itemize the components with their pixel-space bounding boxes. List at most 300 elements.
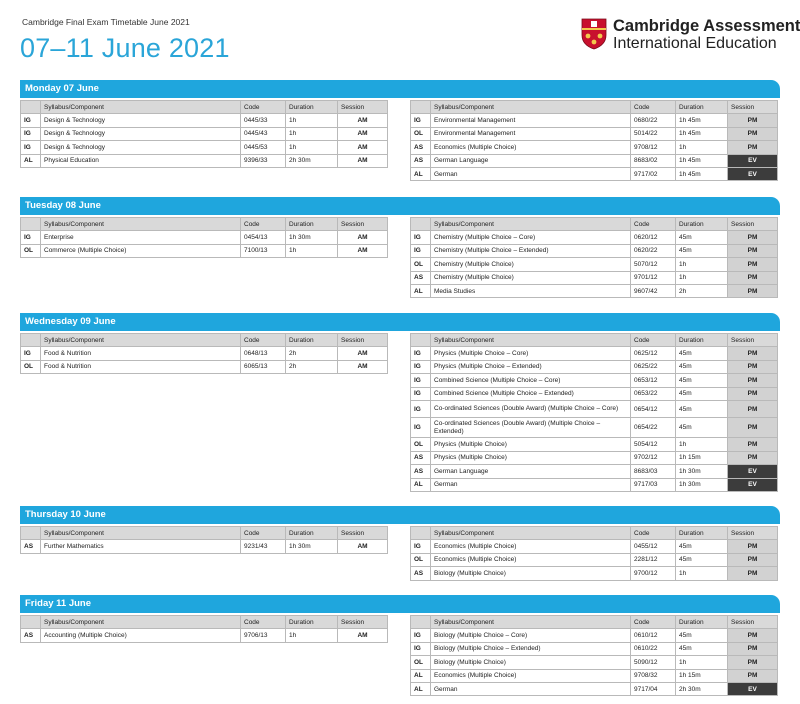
- duration-cell: 1h: [286, 114, 338, 127]
- level-cell: IG: [411, 244, 431, 257]
- column-header-session: Session: [728, 616, 778, 629]
- code-cell: 2281/12: [631, 553, 676, 566]
- column-header-syllabus: Syllabus/Component: [41, 616, 241, 629]
- session-cell: EV: [728, 465, 778, 478]
- syllabus-cell: Physics (Multiple Choice – Extended): [431, 360, 631, 373]
- table-row: [411, 567, 778, 580]
- session-cell: PM: [728, 284, 778, 297]
- syllabus-cell: Environmental Management: [431, 114, 631, 127]
- code-cell: 9717/02: [631, 167, 676, 180]
- table-row: [411, 284, 778, 297]
- level-cell: OL: [411, 656, 431, 669]
- column-header-duration: Duration: [286, 616, 338, 629]
- column-header-code: Code: [631, 218, 676, 231]
- duration-cell: 1h: [676, 438, 728, 451]
- column-header-session: Session: [338, 527, 388, 540]
- duration-cell: 1h: [286, 141, 338, 154]
- level-cell: IG: [411, 629, 431, 642]
- syllabus-cell: Combined Science (Multiple Choice – Extended): [431, 387, 631, 400]
- table-row: [411, 682, 778, 695]
- column-header-session: Session: [728, 101, 778, 114]
- session-cell: PM: [728, 567, 778, 580]
- document-subtitle: Cambridge Final Exam Timetable June 2021: [22, 17, 190, 27]
- code-cell: 9717/04: [631, 682, 676, 695]
- level-cell: IG: [411, 360, 431, 373]
- day-section: [20, 197, 780, 295]
- column-header-duration: Duration: [286, 527, 338, 540]
- code-cell: 0680/22: [631, 114, 676, 127]
- level-cell: IG: [411, 114, 431, 127]
- day-header: Monday 07 June: [20, 80, 780, 98]
- session-cell: PM: [728, 244, 778, 257]
- table-header-row: [21, 616, 388, 629]
- column-header-blank: [21, 218, 41, 231]
- session-cell: PM: [728, 231, 778, 244]
- table-row: [411, 400, 778, 417]
- code-cell: 0445/43: [241, 127, 286, 140]
- code-cell: 0610/22: [631, 642, 676, 655]
- logo-line-2: International Education: [613, 35, 777, 52]
- left-exam-table: [20, 333, 388, 374]
- level-cell: AL: [411, 167, 431, 180]
- syllabus-cell: Design & Technology: [41, 114, 241, 127]
- syllabus-cell: Chemistry (Multiple Choice): [431, 271, 631, 284]
- column-header-code: Code: [241, 101, 286, 114]
- table-row: [411, 154, 778, 167]
- table-row: [411, 271, 778, 284]
- column-header-duration: Duration: [286, 101, 338, 114]
- level-cell: AS: [411, 271, 431, 284]
- syllabus-cell: Physics (Multiple Choice): [431, 438, 631, 451]
- duration-cell: 2h 30m: [676, 682, 728, 695]
- session-cell: AM: [338, 154, 388, 167]
- column-header-blank: [411, 616, 431, 629]
- session-cell: PM: [728, 374, 778, 387]
- column-header-duration: Duration: [676, 334, 728, 347]
- session-cell: AM: [338, 114, 388, 127]
- session-cell: PM: [728, 127, 778, 140]
- column-header-code: Code: [241, 616, 286, 629]
- duration-cell: 1h 30m: [676, 478, 728, 491]
- duration-cell: 1h 30m: [676, 465, 728, 478]
- syllabus-cell: German: [431, 478, 631, 491]
- syllabus-cell: German Language: [431, 154, 631, 167]
- session-cell: PM: [728, 669, 778, 682]
- column-header-blank: [21, 527, 41, 540]
- code-cell: 9396/33: [241, 154, 286, 167]
- duration-cell: 1h 45m: [676, 127, 728, 140]
- code-cell: 5090/12: [631, 656, 676, 669]
- duration-cell: 2h: [676, 284, 728, 297]
- duration-cell: 1h 15m: [676, 669, 728, 682]
- level-cell: OL: [411, 258, 431, 271]
- duration-cell: 2h 30m: [286, 154, 338, 167]
- day-section: [20, 506, 780, 577]
- table-header-row: [411, 101, 778, 114]
- code-cell: 0610/12: [631, 629, 676, 642]
- session-cell: AM: [338, 127, 388, 140]
- crest-icon: [581, 18, 607, 50]
- logo-line-1: Cambridge Assessment: [613, 17, 800, 35]
- session-cell: PM: [728, 451, 778, 464]
- level-cell: IG: [411, 374, 431, 387]
- syllabus-cell: Biology (Multiple Choice): [431, 567, 631, 580]
- day-header: Tuesday 08 June: [20, 197, 780, 215]
- level-cell: OL: [411, 438, 431, 451]
- duration-cell: 1h: [676, 258, 728, 271]
- syllabus-cell: Economics (Multiple Choice): [431, 669, 631, 682]
- session-cell: PM: [728, 553, 778, 566]
- code-cell: 0625/22: [631, 360, 676, 373]
- syllabus-cell: Enterprise: [41, 231, 241, 244]
- syllabus-cell: Design & Technology: [41, 127, 241, 140]
- level-cell: AS: [411, 451, 431, 464]
- column-header-syllabus: Syllabus/Component: [41, 334, 241, 347]
- table-row: [411, 465, 778, 478]
- session-cell: PM: [728, 438, 778, 451]
- syllabus-cell: Chemistry (Multiple Choice – Extended): [431, 244, 631, 257]
- table-row: [411, 258, 778, 271]
- table-header-row: [21, 527, 388, 540]
- session-cell: PM: [728, 387, 778, 400]
- code-cell: 8683/02: [631, 154, 676, 167]
- duration-cell: 1h: [676, 141, 728, 154]
- syllabus-cell: Biology (Multiple Choice): [431, 656, 631, 669]
- column-header-session: Session: [338, 616, 388, 629]
- duration-cell: 45m: [676, 540, 728, 553]
- level-cell: AS: [21, 629, 41, 642]
- session-cell: PM: [728, 347, 778, 360]
- column-header-session: Session: [728, 218, 778, 231]
- level-cell: IG: [21, 127, 41, 140]
- table-row: [21, 154, 388, 167]
- syllabus-cell: German: [431, 682, 631, 695]
- column-header-syllabus: Syllabus/Component: [41, 101, 241, 114]
- code-cell: 9708/32: [631, 669, 676, 682]
- code-cell: 0620/12: [631, 231, 676, 244]
- level-cell: IG: [411, 418, 431, 438]
- code-cell: 9708/12: [631, 141, 676, 154]
- syllabus-cell: Physics (Multiple Choice): [431, 451, 631, 464]
- syllabus-cell: German Language: [431, 465, 631, 478]
- code-cell: 9700/12: [631, 567, 676, 580]
- table-row: [411, 540, 778, 553]
- level-cell: IG: [21, 114, 41, 127]
- column-header-code: Code: [631, 334, 676, 347]
- column-header-syllabus: Syllabus/Component: [431, 218, 631, 231]
- duration-cell: 45m: [676, 553, 728, 566]
- day-section: [20, 595, 780, 693]
- right-exam-table: [410, 217, 778, 298]
- session-cell: PM: [728, 258, 778, 271]
- table-row: [411, 553, 778, 566]
- session-cell: PM: [728, 141, 778, 154]
- syllabus-cell: Accounting (Multiple Choice): [41, 629, 241, 642]
- document-title: 07–11 June 2021: [20, 33, 230, 63]
- duration-cell: 1h 15m: [676, 451, 728, 464]
- duration-cell: 1h: [286, 629, 338, 642]
- level-cell: IG: [411, 347, 431, 360]
- syllabus-cell: Physical Education: [41, 154, 241, 167]
- syllabus-cell: Co-ordinated Sciences (Double Award) (Multiple Choice – Core): [431, 400, 631, 417]
- day-section: [20, 313, 780, 489]
- syllabus-cell: Chemistry (Multiple Choice): [431, 258, 631, 271]
- code-cell: 9702/12: [631, 451, 676, 464]
- column-header-blank: [21, 101, 41, 114]
- day-section: [20, 80, 780, 178]
- left-exam-table: [20, 526, 388, 554]
- duration-cell: 1h: [286, 244, 338, 257]
- syllabus-cell: Biology (Multiple Choice – Core): [431, 629, 631, 642]
- column-header-code: Code: [241, 218, 286, 231]
- day-header: Friday 11 June: [20, 595, 780, 613]
- level-cell: AL: [21, 154, 41, 167]
- table-row: [411, 438, 778, 451]
- code-cell: 0648/13: [241, 347, 286, 360]
- column-header-code: Code: [241, 527, 286, 540]
- duration-cell: 45m: [676, 629, 728, 642]
- right-exam-table: [410, 526, 778, 581]
- table-row: [411, 347, 778, 360]
- syllabus-cell: Physics (Multiple Choice – Core): [431, 347, 631, 360]
- column-header-duration: Duration: [676, 218, 728, 231]
- session-cell: PM: [728, 271, 778, 284]
- column-header-duration: Duration: [676, 101, 728, 114]
- code-cell: 0445/33: [241, 114, 286, 127]
- duration-cell: 45m: [676, 642, 728, 655]
- session-cell: EV: [728, 154, 778, 167]
- session-cell: PM: [728, 656, 778, 669]
- session-cell: AM: [338, 540, 388, 553]
- level-cell: IG: [21, 347, 41, 360]
- column-header-code: Code: [241, 334, 286, 347]
- day-header: Thursday 10 June: [20, 506, 780, 524]
- session-cell: AM: [338, 231, 388, 244]
- syllabus-cell: Environmental Management: [431, 127, 631, 140]
- session-cell: PM: [728, 400, 778, 417]
- level-cell: AS: [411, 154, 431, 167]
- syllabus-cell: Commerce (Multiple Choice): [41, 244, 241, 257]
- table-row: [411, 114, 778, 127]
- table-row: [411, 244, 778, 257]
- column-header-syllabus: Syllabus/Component: [431, 616, 631, 629]
- table-row: [411, 231, 778, 244]
- table-row: [411, 478, 778, 491]
- code-cell: 5070/12: [631, 258, 676, 271]
- level-cell: AS: [21, 540, 41, 553]
- code-cell: 9231/43: [241, 540, 286, 553]
- session-cell: PM: [728, 114, 778, 127]
- table-row: [21, 127, 388, 140]
- column-header-session: Session: [338, 218, 388, 231]
- code-cell: 0654/22: [631, 418, 676, 438]
- level-cell: AS: [411, 567, 431, 580]
- duration-cell: 45m: [676, 244, 728, 257]
- column-header-duration: Duration: [676, 616, 728, 629]
- code-cell: 0445/53: [241, 141, 286, 154]
- table-row: [411, 374, 778, 387]
- left-exam-table: [20, 217, 388, 258]
- column-header-blank: [21, 616, 41, 629]
- level-cell: AL: [411, 284, 431, 297]
- level-cell: IG: [411, 400, 431, 417]
- session-cell: AM: [338, 141, 388, 154]
- table-header-row: [21, 218, 388, 231]
- column-header-syllabus: Syllabus/Component: [431, 527, 631, 540]
- syllabus-cell: Economics (Multiple Choice): [431, 540, 631, 553]
- table-row: [411, 141, 778, 154]
- table-row: [21, 347, 388, 360]
- column-header-code: Code: [631, 527, 676, 540]
- duration-cell: 1h: [676, 656, 728, 669]
- column-header-syllabus: Syllabus/Component: [431, 101, 631, 114]
- duration-cell: 2h: [286, 360, 338, 373]
- column-header-session: Session: [728, 527, 778, 540]
- code-cell: 8683/03: [631, 465, 676, 478]
- table-row: [411, 418, 778, 438]
- table-header-row: [21, 334, 388, 347]
- session-cell: AM: [338, 629, 388, 642]
- syllabus-cell: Chemistry (Multiple Choice – Core): [431, 231, 631, 244]
- column-header-duration: Duration: [286, 218, 338, 231]
- level-cell: IG: [411, 540, 431, 553]
- level-cell: AL: [411, 682, 431, 695]
- session-cell: PM: [728, 642, 778, 655]
- duration-cell: 2h: [286, 347, 338, 360]
- duration-cell: 1h 30m: [286, 540, 338, 553]
- code-cell: 0653/12: [631, 374, 676, 387]
- session-cell: AM: [338, 347, 388, 360]
- level-cell: IG: [411, 642, 431, 655]
- table-row: [411, 656, 778, 669]
- session-cell: EV: [728, 478, 778, 491]
- duration-cell: 45m: [676, 374, 728, 387]
- table-header-row: [411, 334, 778, 347]
- level-cell: IG: [21, 141, 41, 154]
- column-header-code: Code: [631, 101, 676, 114]
- duration-cell: 45m: [676, 347, 728, 360]
- table-row: [411, 642, 778, 655]
- table-row: [411, 669, 778, 682]
- level-cell: AL: [411, 669, 431, 682]
- duration-cell: 45m: [676, 360, 728, 373]
- duration-cell: 1h: [676, 271, 728, 284]
- syllabus-cell: Food & Nutrition: [41, 347, 241, 360]
- level-cell: AL: [411, 478, 431, 491]
- syllabus-cell: Food & Nutrition: [41, 360, 241, 373]
- left-exam-table: [20, 100, 388, 168]
- duration-cell: 1h 45m: [676, 114, 728, 127]
- column-header-syllabus: Syllabus/Component: [431, 334, 631, 347]
- right-exam-table: [410, 615, 778, 696]
- syllabus-cell: Economics (Multiple Choice): [431, 553, 631, 566]
- session-cell: EV: [728, 167, 778, 180]
- session-cell: PM: [728, 540, 778, 553]
- cambridge-logo: [581, 17, 800, 58]
- day-header: Wednesday 09 June: [20, 313, 780, 331]
- column-header-blank: [411, 334, 431, 347]
- table-row: [21, 244, 388, 257]
- level-cell: IG: [21, 231, 41, 244]
- column-header-code: Code: [631, 616, 676, 629]
- duration-cell: 1h: [676, 567, 728, 580]
- column-header-session: Session: [338, 101, 388, 114]
- table-row: [21, 629, 388, 642]
- table-row: [21, 540, 388, 553]
- level-cell: IG: [411, 231, 431, 244]
- column-header-blank: [411, 218, 431, 231]
- duration-cell: 45m: [676, 231, 728, 244]
- level-cell: OL: [21, 244, 41, 257]
- code-cell: 7100/13: [241, 244, 286, 257]
- duration-cell: 1h 45m: [676, 167, 728, 180]
- syllabus-cell: Media Studies: [431, 284, 631, 297]
- column-header-duration: Duration: [676, 527, 728, 540]
- code-cell: 0620/22: [631, 244, 676, 257]
- column-header-duration: Duration: [286, 334, 338, 347]
- code-cell: 9607/42: [631, 284, 676, 297]
- duration-cell: 1h: [286, 127, 338, 140]
- table-row: [21, 141, 388, 154]
- session-cell: EV: [728, 682, 778, 695]
- table-row: [21, 114, 388, 127]
- table-row: [411, 167, 778, 180]
- table-row: [411, 451, 778, 464]
- session-cell: AM: [338, 360, 388, 373]
- level-cell: OL: [411, 127, 431, 140]
- session-cell: AM: [338, 244, 388, 257]
- left-exam-table: [20, 615, 388, 643]
- column-header-blank: [21, 334, 41, 347]
- table-header-row: [411, 527, 778, 540]
- code-cell: 9701/12: [631, 271, 676, 284]
- table-row: [411, 127, 778, 140]
- code-cell: 0653/22: [631, 387, 676, 400]
- level-cell: AS: [411, 141, 431, 154]
- session-cell: PM: [728, 360, 778, 373]
- code-cell: 0625/12: [631, 347, 676, 360]
- code-cell: 0455/12: [631, 540, 676, 553]
- column-header-blank: [411, 527, 431, 540]
- duration-cell: 45m: [676, 400, 728, 417]
- level-cell: AS: [411, 465, 431, 478]
- session-cell: PM: [728, 629, 778, 642]
- table-row: [21, 360, 388, 373]
- code-cell: 6065/13: [241, 360, 286, 373]
- table-row: [411, 360, 778, 373]
- column-header-syllabus: Syllabus/Component: [41, 218, 241, 231]
- table-row: [21, 231, 388, 244]
- table-header-row: [21, 101, 388, 114]
- code-cell: 0454/13: [241, 231, 286, 244]
- syllabus-cell: Economics (Multiple Choice): [431, 141, 631, 154]
- code-cell: 9706/13: [241, 629, 286, 642]
- syllabus-cell: German: [431, 167, 631, 180]
- code-cell: 5014/22: [631, 127, 676, 140]
- right-exam-table: [410, 333, 778, 492]
- syllabus-cell: Combined Science (Multiple Choice – Core): [431, 374, 631, 387]
- right-exam-table: [410, 100, 778, 181]
- level-cell: OL: [21, 360, 41, 373]
- syllabus-cell: Co-ordinated Sciences (Double Award) (Multiple Choice – Extended): [431, 418, 631, 438]
- code-cell: 5054/12: [631, 438, 676, 451]
- duration-cell: 45m: [676, 387, 728, 400]
- column-header-syllabus: Syllabus/Component: [41, 527, 241, 540]
- table-header-row: [411, 218, 778, 231]
- table-header-row: [411, 616, 778, 629]
- table-row: [411, 629, 778, 642]
- syllabus-cell: Biology (Multiple Choice – Extended): [431, 642, 631, 655]
